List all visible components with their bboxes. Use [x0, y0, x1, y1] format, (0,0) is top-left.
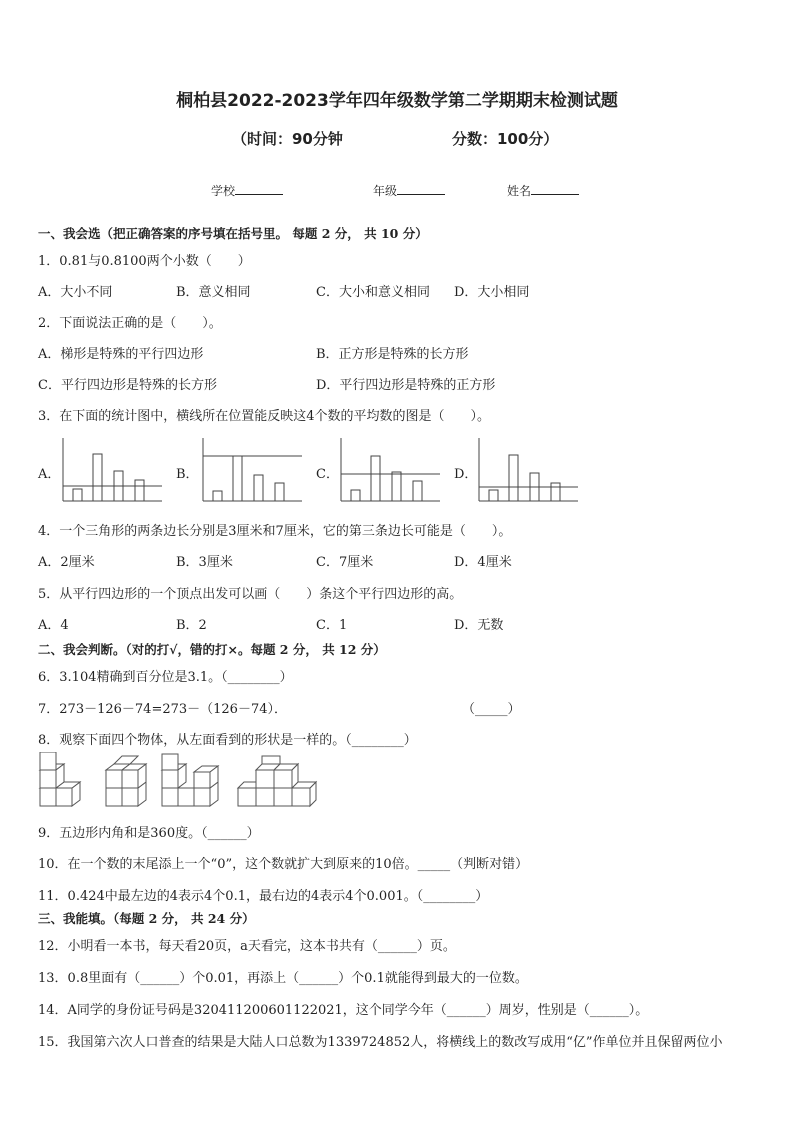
school-blank[interactable]	[235, 182, 283, 195]
exam-time: （时间：90分钟	[232, 130, 343, 148]
chart-bar	[275, 483, 284, 501]
q1-option-a[interactable]: A．大小不同	[38, 285, 113, 300]
name-field[interactable]	[507, 182, 579, 199]
question-7: 7．273－126－74=273－（126－74）．	[38, 702, 287, 717]
exam-title: 桐柏县2022-2023学年四年级数学第二学期期末检测试题	[176, 91, 618, 111]
q3-option-d[interactable]: D．	[454, 467, 478, 482]
chart-bar	[371, 456, 380, 501]
cube-figure-3	[162, 754, 218, 806]
grade-label: 年级	[373, 184, 398, 198]
q3-option-b[interactable]: B．	[176, 467, 199, 482]
cube-figure-4	[238, 756, 316, 806]
chart-bar	[233, 456, 242, 501]
q5-option-b[interactable]: B．2	[176, 618, 207, 633]
q4-option-b[interactable]: B．3厘米	[176, 555, 233, 570]
question-6: 6．3.104精确到百分位是3.1。（________）	[38, 670, 293, 685]
chart-bar	[489, 490, 498, 501]
school-label: 学校	[211, 184, 236, 198]
grade-field[interactable]	[373, 182, 445, 199]
chart-bar	[213, 491, 222, 501]
q3-chart-a[interactable]	[60, 438, 164, 504]
q1-option-c[interactable]: C．大小和意义相同	[316, 285, 430, 300]
question-9: 9．五边形内角和是360度。（______）	[38, 826, 260, 841]
q3-chart-c[interactable]	[338, 438, 442, 504]
question-15: 15．我国第六次人口普查的结果是大陆人口总数为1339724852人，将横线上的数改写成用“亿”作单位并且保留两位小	[38, 1035, 723, 1050]
q1-option-d[interactable]: D．大小相同	[454, 285, 530, 300]
name-label: 姓名	[507, 184, 532, 198]
question-3: 3．在下面的统计图中，横线所在位置能反映这4个数的平均数的图是（ ）。	[38, 409, 491, 424]
q2-option-c[interactable]: C．平行四边形是特殊的长方形	[38, 378, 217, 393]
section1-heading: 一、我会选（把正确答案的序号填在括号里。 每题 2 分， 共 10 分）	[38, 226, 428, 241]
chart-bar	[73, 489, 82, 501]
q3-option-a[interactable]: A．	[38, 467, 61, 482]
q8-cube-figures	[38, 752, 328, 810]
question-11: 11．0.424中最左边的4表示4个0.1，最右边的4表示4个0.001。（________）	[38, 889, 489, 904]
chart-bar	[254, 475, 263, 501]
chart-bar	[509, 455, 518, 501]
q3-option-c[interactable]: C．	[316, 467, 339, 482]
section3-heading: 三、我能填。（每题 2 分， 共 24 分）	[38, 911, 255, 926]
chart-bar	[93, 454, 102, 501]
q4-option-a[interactable]: A．2厘米	[38, 555, 95, 570]
q5-option-c[interactable]: C．1	[316, 618, 348, 633]
question-10: 10．在一个数的末尾添上一个“0”，这个数就扩大到原来的10倍。_____（判断对错）	[38, 857, 529, 872]
q2-option-b[interactable]: B．正方形是特殊的长方形	[316, 347, 469, 362]
cube-figure-1	[40, 752, 80, 806]
question-12: 12．小明看一本书，每天看20页，a天看完，这本书共有（______）页。	[38, 939, 456, 954]
q4-option-d[interactable]: D．4厘米	[454, 555, 512, 570]
chart-bar	[351, 490, 360, 501]
question-8: 8．观察下面四个物体，从左面看到的形状是一样的。（________）	[38, 733, 417, 748]
question-4: 4．一个三角形的两条边长分别是3厘米和7厘米，它的第三条边长可能是（ ）。	[38, 524, 512, 539]
q1-option-b[interactable]: B．意义相同	[176, 285, 251, 300]
q5-option-a[interactable]: A．4	[38, 618, 69, 633]
chart-bar	[551, 483, 560, 501]
chart-bar	[413, 481, 422, 501]
section2-heading: 二、我会判断。（对的打√，错的打×。每题 2 分， 共 12 分）	[38, 642, 386, 657]
cube-figure-2	[106, 756, 146, 806]
q2-option-d[interactable]: D．平行四边形是特殊的正方形	[316, 378, 496, 393]
exam-score: 分数：100分）	[452, 130, 559, 148]
q5-option-d[interactable]: D．无数	[454, 618, 504, 633]
q3-chart-b[interactable]	[200, 438, 304, 504]
question-5: 5．从平行四边形的一个顶点出发可以画（ ）条这个平行四边形的高。	[38, 587, 463, 602]
q3-chart-d[interactable]	[476, 438, 580, 504]
question-13: 13．0.8里面有（______）个0.01，再添上（______）个0.1就能得到最大的一位数。	[38, 971, 528, 986]
question-2: 2．下面说法正确的是（ ）。	[38, 316, 222, 331]
school-field[interactable]	[211, 182, 283, 199]
chart-bar	[392, 472, 401, 501]
grade-blank[interactable]	[397, 182, 445, 195]
chart-bar	[135, 480, 144, 501]
question-1: 1．0.81与0.8100两个小数（ ）	[38, 254, 251, 269]
q7-answer-blank[interactable]: （_____）	[462, 702, 521, 717]
q4-option-c[interactable]: C．7厘米	[316, 555, 374, 570]
q2-option-a[interactable]: A．梯形是特殊的平行四边形	[38, 347, 204, 362]
name-blank[interactable]	[531, 182, 579, 195]
question-14: 14．A同学的身份证号码是320411200601122021，这个同学今年（______）周岁，性别是（______）。	[38, 1003, 649, 1018]
